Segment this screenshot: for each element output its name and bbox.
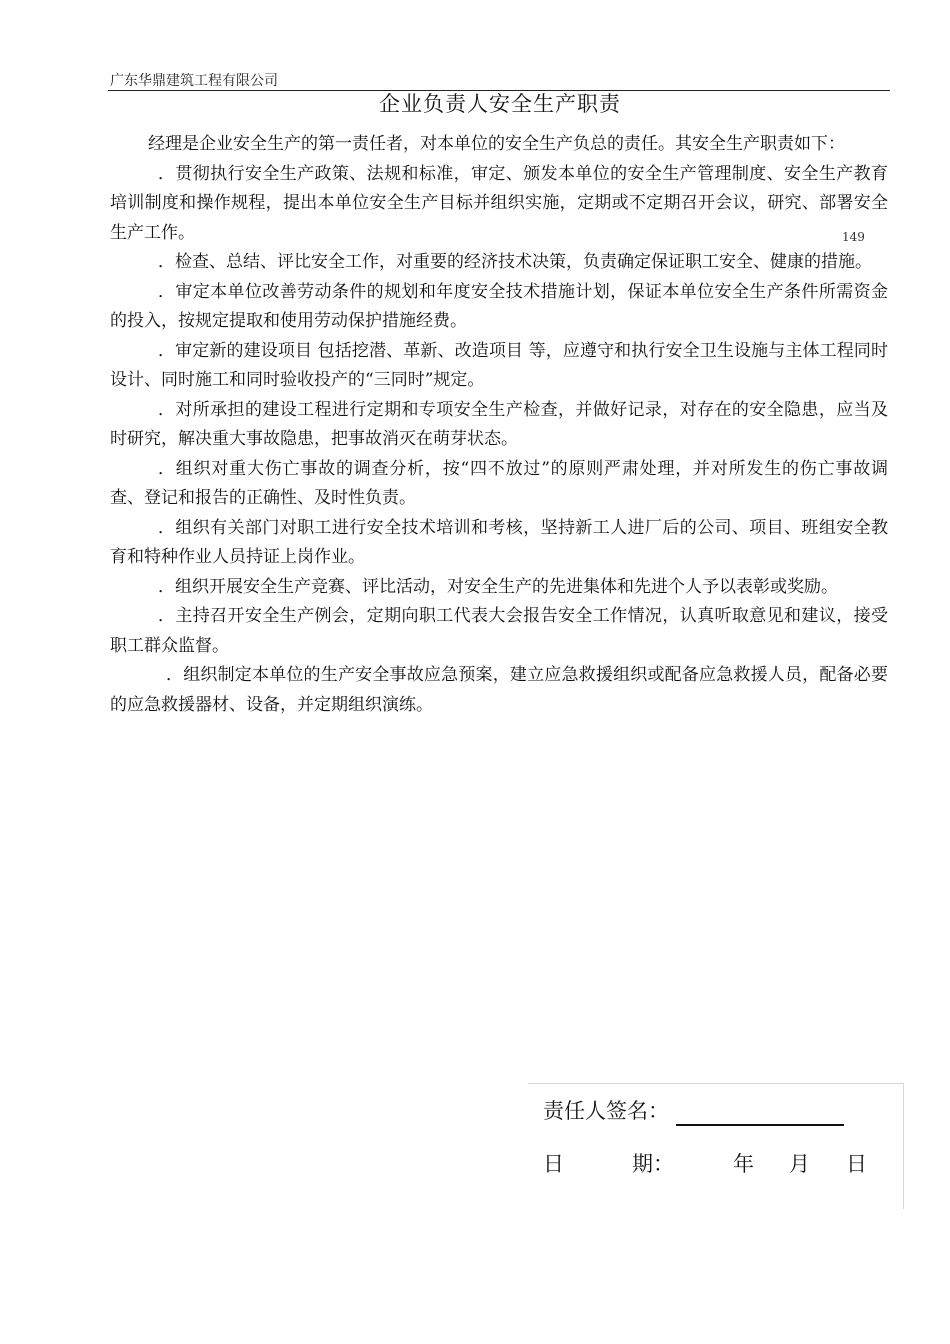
- duty-item: ．对所承担的建设工程进行定期和专项安全生产检查，并做好记录，对存在的安全隐患，应当及时研究，解决重大事故隐患，把事故消灭在萌芽状态。: [110, 399, 888, 449]
- duty-item: ．组织对重大伤亡事故的调查分析，按“四不放过”的原则严肃处理，并对所发生的伤亡事故调查、登记和报告的正确性、及时性负责。: [110, 458, 888, 508]
- date-month-field[interactable]: 月: [789, 1152, 810, 1176]
- duty-item: ．主持召开安全生产例会，定期向职工代表大会报告安全工作情况，认真听取意见和建议，接受职工群众监督。: [110, 606, 888, 656]
- signature-line[interactable]: [676, 1124, 844, 1126]
- duty-item: ．组织制定本单位的生产安全事故应急预案，建立应急救援组织或配备应急救援人员，配备必要的应急救援器材、设备，并定期组织演练。: [110, 665, 888, 715]
- header-company-name: 广东华鼎建筑工程有限公司: [110, 73, 278, 89]
- page-title: 企业负责人安全生产职责: [379, 92, 621, 116]
- signature-label: 责任人签名：: [543, 1099, 669, 1123]
- date-day-field[interactable]: 日: [846, 1152, 867, 1176]
- duty-item: ．审定本单位改善劳动条件的规划和年度安全技术措施计划，保证本单位安全生产条件所需资金的投入，按规定提取和使用劳动保护措施经费。: [110, 281, 888, 331]
- duty-item: ．贯彻执行安全生产政策、法规和标准，审定、颁发本单位的安全生产管理制度、安全生产教育培训制度和操作规程，提出本单位安全生产目标并组织实施，定期或不定期召开会议，研究、部署安全生产工作。: [110, 163, 888, 243]
- responsibilities-body: [110, 130, 888, 720]
- date-label: 日: [543, 1152, 564, 1176]
- duty-item: ．组织有关部门对职工进行安全技术培训和考核，坚持新工人进厂后的公司、项目、班组安全教育和特种作业人员持证上岗作业。: [110, 517, 888, 567]
- date-year-field[interactable]: 年: [733, 1152, 754, 1176]
- duty-item: ．检查、总结、评比安全工作，对重要的经济技术决策，负责确定保证职工安全、健康的措施。: [158, 252, 872, 272]
- page-number: 149: [842, 230, 865, 244]
- duty-item: ．审定新的建设项目 包括挖潜、革新、改造项目 等，应遵守和执行安全卫生设施与主体工程同时设计、同时施工和同时验收投产的“三同时”规定。: [110, 340, 888, 390]
- intro-paragraph: 经理是企业安全生产的第一责任者，对本单位的安全生产负总的责任。其安全生产职责如下：: [148, 134, 845, 154]
- duty-item: ．组织开展安全生产竞赛、评比活动，对安全生产的先进集体和先进个人予以表彰或奖励。: [158, 576, 838, 597]
- date-label-colon: 期：: [632, 1152, 674, 1176]
